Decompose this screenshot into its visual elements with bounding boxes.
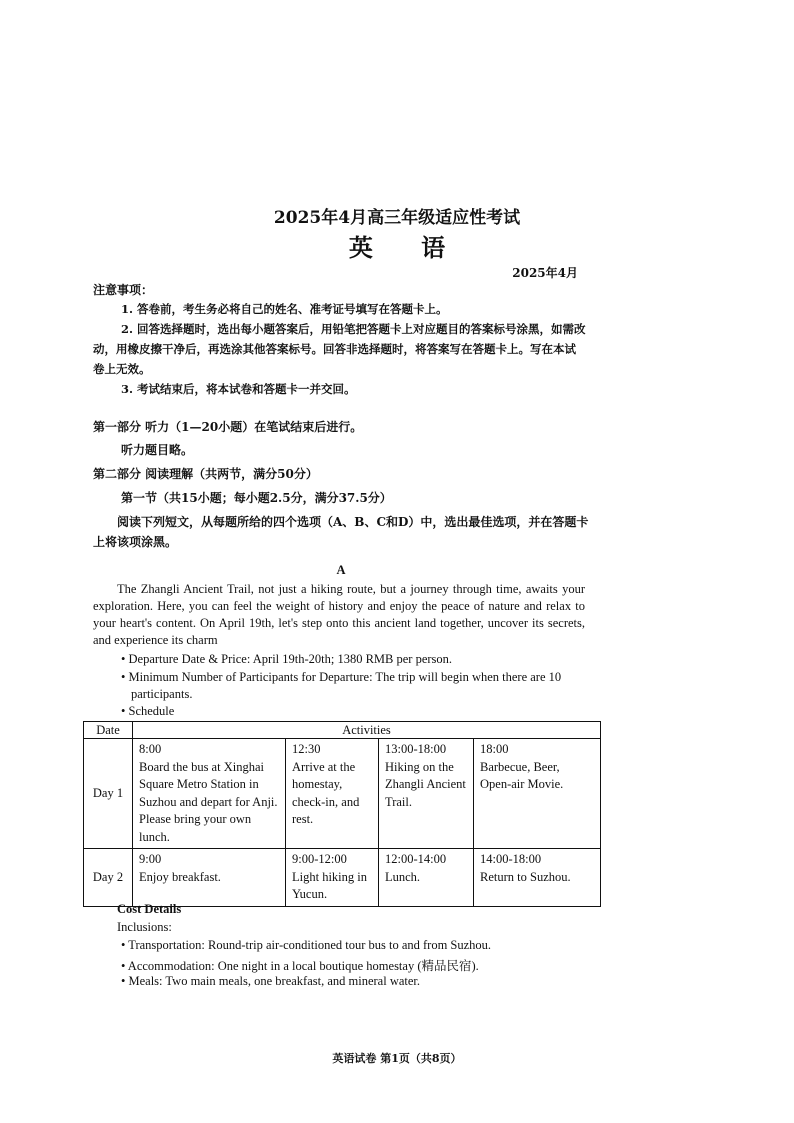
activity-time: 12:30 <box>292 742 321 756</box>
passage-intro: The Zhangli Ancient Trail, not just a hiking route, but a journey through time, awaits your exploration. Here, you can feel the weight of history and enjoy the peace of nature and relax to your heart's content. On April 19th, let's step onto this ancient land together, uncover its secrets, and experience its charm <box>93 582 585 647</box>
notice-item-2: 2. 回答选择题时，选出每小题答案后，用铅笔把答题卡上对应题目的答案标号涂黑，如需改动，用橡皮擦干净后，再选涂其他答案标号。回答非选择题时，将答案写在答题卡上。写在本试卷上无效。 <box>93 322 586 376</box>
header-date: Date <box>84 722 133 739</box>
activity-text: Return to Suzhou. <box>480 869 571 884</box>
activity-cell <box>286 849 379 907</box>
part1-note: 听力题目略。 <box>121 443 194 457</box>
part1-title: 第一部分 听力（1—20小题）在笔试结束后进行。 <box>93 420 363 434</box>
activity-time: 18:00 <box>480 742 509 756</box>
bullet-minimum: • Minimum Number of Participants for Departure: The trip will begin when there are 10 participants. <box>121 670 562 701</box>
part2-subsection: 第一节（共15小题；每小题2.5分，满分37.5分） <box>121 491 392 505</box>
cost-item-transport: • Transportation: Round-trip air-conditioned tour bus to and from Suzhou. <box>121 938 492 952</box>
activity-text: Barbecue, Beer, Open-air Movie. <box>480 759 564 791</box>
activity-text: Enjoy breakfast. <box>139 869 221 884</box>
notice-item-1: 1. 答卷前，考生务必将自己的姓名、准考证号填写在答题卡上。 <box>121 302 448 316</box>
activity-time: 13:00-18:00 <box>385 742 447 756</box>
activity-time: 9:00-12:00 <box>292 852 347 866</box>
activity-text: Arrive at the homestay, check-in, and rest. <box>292 759 360 826</box>
activity-time: 9:00 <box>139 852 162 866</box>
activity-time: 8:00 <box>139 742 162 756</box>
activity-cell <box>379 849 474 907</box>
activity-text: Light hiking in Yucun. <box>292 869 367 901</box>
exam-title: 2025年4月高三年级适应性考试 <box>273 208 521 228</box>
schedule-table <box>83 721 601 907</box>
notice-heading: 注意事项： <box>93 283 154 297</box>
passage-label: A <box>336 563 346 577</box>
schedule-row-day2 <box>84 849 601 907</box>
activity-cell <box>286 739 379 849</box>
notice-item-3: 3. 考试结束后，将本试卷和答题卡一并交回。 <box>121 382 356 396</box>
day-label: Day 2 <box>84 849 133 907</box>
schedule-header-row <box>84 722 601 739</box>
activity-time: 14:00-18:00 <box>480 852 542 866</box>
activity-cell <box>379 739 474 849</box>
inclusions-label: Inclusions: <box>117 920 172 934</box>
page-footer: 英语试卷 第1页（共8页） <box>332 1052 462 1065</box>
reading-instructions: 阅读下列短文，从每题所给的四个选项（A、B、C和D）中，选出最佳选项，并在答题卡上将该项涂黑。 <box>93 515 589 549</box>
cost-heading: Cost Details <box>117 902 182 916</box>
cost-item-meals: • Meals: Two main meals, one breakfast, and mineral water. <box>121 974 421 988</box>
part2-title: 第二部分 阅读理解（共两节，满分50分） <box>93 467 318 481</box>
header-activities: Activities <box>133 722 601 739</box>
activity-text: Hiking on the Zhangli Ancient Trail. <box>385 759 466 809</box>
activity-text: Board the bus at Xinghai Square Metro Station in Suzhou and depart for Anji. Please bring your own lunch. <box>139 759 278 844</box>
schedule-row-day1 <box>84 739 601 849</box>
exam-date: 2025年4月 <box>512 266 578 280</box>
activity-cell <box>474 849 601 907</box>
activity-cell <box>474 739 601 849</box>
day-label: Day 1 <box>84 739 133 849</box>
activity-cell <box>133 849 286 907</box>
activity-text: Lunch. <box>385 869 421 884</box>
activity-cell <box>133 739 286 849</box>
bullet-schedule: • Schedule <box>121 704 175 718</box>
subject-title: 英 语 <box>348 233 466 262</box>
bullet-departure: • Departure Date & Price: April 19th-20th; 1380 RMB per person. <box>121 652 453 666</box>
cost-item-accommodation: • Accommodation: One night in a local boutique homestay (精品民宿). <box>121 959 479 973</box>
activity-time: 12:00-14:00 <box>385 852 447 866</box>
